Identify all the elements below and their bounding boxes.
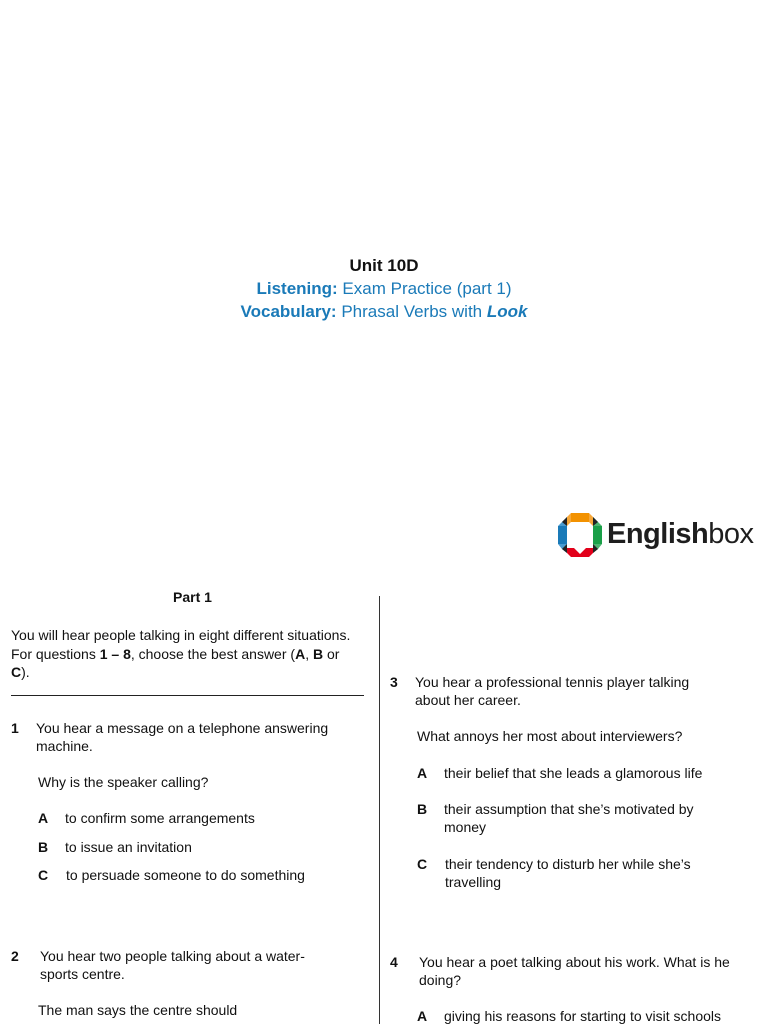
logo-word-light: box — [708, 518, 754, 550]
question-stem: You hear two people talking about a water-sports centre. — [40, 948, 305, 982]
option-letter: A — [417, 1008, 428, 1024]
question-number: 3 — [390, 674, 398, 690]
option-1a[interactable] — [38, 809, 358, 827]
vocabulary-text: Phrasal Verbs with — [341, 302, 483, 321]
question-stem: You hear a professional tennis player talking about her career. — [415, 674, 690, 708]
option-letter: C — [38, 867, 49, 883]
instr-letter-b: B — [312, 645, 324, 662]
column-divider — [379, 596, 380, 1024]
question-ask: What annoys her most about interviewers? — [417, 728, 683, 744]
option-text: their belief that she leads a glamorous life — [444, 765, 703, 781]
listening-line — [0, 277, 768, 300]
question-1-prompt — [38, 773, 358, 791]
instr-sep: , — [305, 645, 313, 662]
question-2-prompt — [38, 1001, 358, 1019]
option-1c[interactable] — [38, 866, 358, 884]
option-1b[interactable] — [38, 838, 358, 856]
logo-wordmark — [607, 518, 754, 551]
option-letter: B — [38, 839, 49, 855]
question-2 — [11, 947, 364, 982]
question-stem: You hear a poet talking about his work. What is he doing? — [419, 954, 730, 988]
option-3a[interactable] — [417, 764, 757, 782]
part-title: Part 1 — [173, 589, 212, 605]
vocabulary-line — [0, 300, 768, 323]
question-number: 4 — [390, 954, 398, 970]
option-text: giving his reasons for starting to visit schools — [444, 1008, 722, 1024]
question-1 — [11, 719, 364, 754]
option-letter: B — [417, 801, 428, 817]
option-text: to confirm some arrangements — [65, 810, 255, 826]
option-text: to persuade someone to do something — [66, 867, 305, 883]
instr-end: ). — [21, 664, 30, 680]
instr-text: You will hear people talking in eight different situations. For questions — [11, 627, 351, 662]
question-3 — [390, 673, 750, 708]
instr-letter-c: C — [11, 664, 22, 680]
instr-letter-a: A — [295, 645, 306, 662]
option-4a[interactable] — [417, 1007, 762, 1025]
option-letter: A — [38, 810, 49, 826]
instructions — [11, 626, 356, 682]
option-text: to issue an invitation — [65, 839, 192, 855]
title-block — [0, 254, 768, 323]
option-text: their assumption that she’s motivated by money — [444, 801, 694, 835]
instr-or: or — [323, 645, 340, 662]
instr-range: 1 – 8 — [99, 645, 131, 662]
question-3-prompt — [417, 727, 747, 745]
englishbox-logo-icon — [558, 513, 602, 557]
option-3c[interactable] — [417, 855, 757, 891]
question-number: 2 — [11, 948, 19, 964]
option-letter: C — [417, 856, 428, 872]
question-ask: Why is the speaker calling? — [38, 774, 209, 790]
unit-title: Unit 10D — [349, 256, 419, 275]
instr-text: , choose the best answer ( — [130, 645, 296, 662]
question-stem: You hear a message on a telephone answering machine. — [36, 720, 329, 754]
logo-word-strong: English — [607, 518, 709, 550]
option-letter: A — [417, 765, 428, 781]
vocabulary-label: Vocabulary: — [240, 302, 337, 321]
vocabulary-emphasis: Look — [486, 302, 528, 321]
listening-label: Listening: — [256, 279, 338, 298]
listening-text: Exam Practice (part 1) — [342, 279, 512, 298]
question-4 — [390, 953, 750, 988]
separator-rule — [11, 695, 364, 696]
question-number: 1 — [11, 720, 19, 736]
option-text: their tendency to disturb her while she’s travelling — [445, 856, 691, 890]
englishbox-logo — [558, 513, 753, 557]
option-3b[interactable] — [417, 800, 757, 836]
question-ask: The man says the centre should — [38, 1002, 238, 1018]
